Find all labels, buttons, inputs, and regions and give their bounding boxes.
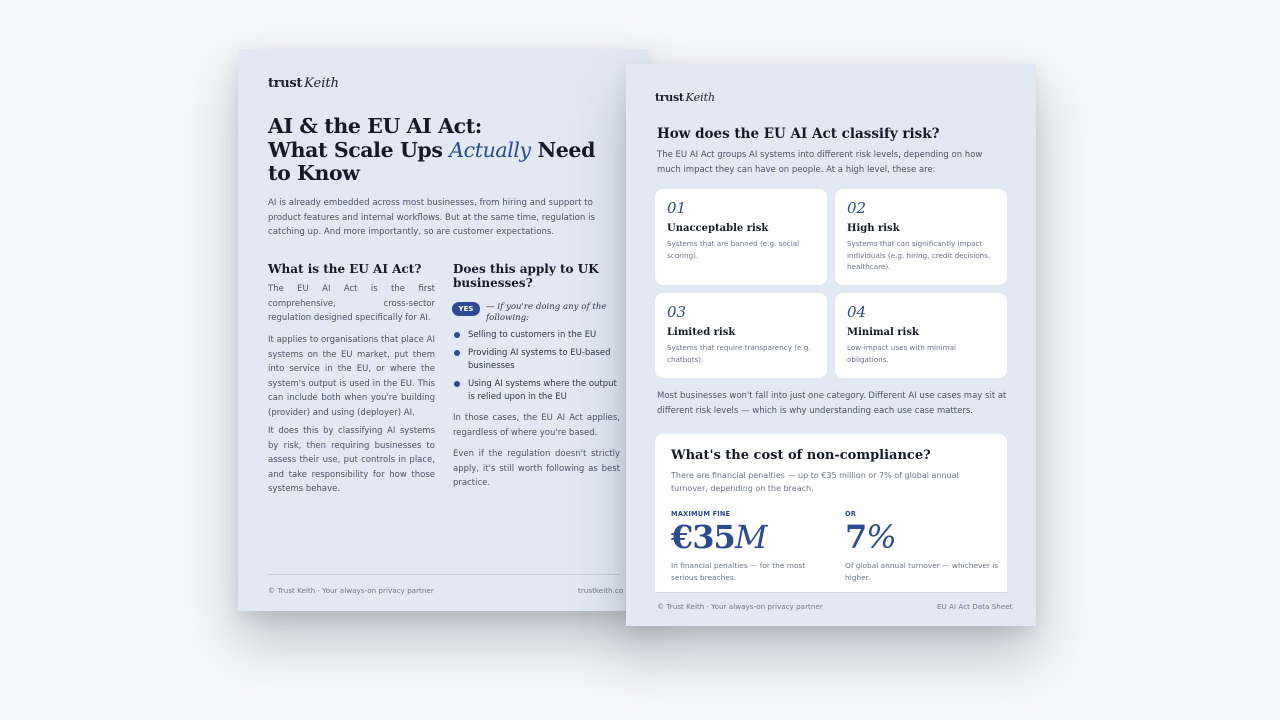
- trust-keith-logo: trust Keith: [268, 76, 339, 91]
- card-title: Unacceptable risk: [667, 223, 769, 234]
- list-item: Selling to customers in the EU: [454, 329, 624, 343]
- footer-doc-title: EU AI Act Data Sheet: [937, 602, 1013, 611]
- risk-intro: The EU AI Act groups AI systems into different risk levels, depending on how much impact they can have on people. At a high level, these are:: [657, 150, 983, 175]
- card-title: Minimal risk: [847, 327, 919, 338]
- bullet-icon: [454, 381, 460, 387]
- risk-heading: How does the EU AI Act classify risk?: [657, 126, 940, 142]
- card-number: 03: [667, 303, 687, 321]
- footer-divider: [268, 574, 620, 575]
- applies-heading: Does this apply to UK businesses?: [453, 262, 599, 290]
- cost-heading: What's the cost of non-compliance?: [671, 448, 931, 463]
- what-is-paragraph-2: It applies to organisations that place AI systems on the EU market, put them into service in the EU, or where the system's output is used in the EU. This can include both when you're building (provider) and using (deployer) AI.: [268, 335, 435, 418]
- list-item: Providing AI systems to EU-based businesses: [454, 347, 624, 374]
- datasheet-page-2: [626, 64, 1036, 626]
- bullet-icon: [454, 332, 460, 338]
- card-title: High risk: [847, 223, 900, 234]
- risk-card-high: [835, 189, 1007, 285]
- stat-turnover: [845, 510, 1005, 583]
- stat-label: OR: [845, 510, 857, 518]
- bullet-icon: [454, 350, 460, 356]
- stat-value: €35M: [671, 518, 767, 556]
- what-is-paragraph-1: The EU AI Act is the first comprehensive, cross-sector regulation designed specifically for AI.: [268, 284, 435, 323]
- card-description: Systems that are banned (e.g. social scoring).: [667, 239, 800, 260]
- risk-card-unacceptable: [655, 189, 827, 285]
- card-number: 04: [847, 303, 867, 321]
- panel-cutoff: [655, 592, 1007, 600]
- risk-summary: Most businesses won't fall into just one category. Different AI use cases may sit at different risk levels — which is why understanding each use case matters.: [657, 391, 1007, 416]
- stat-maximum-fine: [671, 510, 831, 583]
- card-number: 02: [847, 199, 867, 217]
- yes-badge: YES: [452, 302, 480, 316]
- stat-description: Of global annual turnover — whichever is higher.: [845, 561, 999, 582]
- trust-keith-logo: trust Keith: [655, 91, 716, 104]
- applies-paragraph-2: Even if the regulation doesn't strictly apply, it's still worth following as best practice.: [453, 449, 620, 488]
- card-title: Limited risk: [667, 327, 736, 338]
- list-item: Using AI systems where the output is relied upon in the EU: [454, 378, 624, 405]
- card-description: Systems that can significantly impact individuals (e.g. hiring, credit decisions, healthcare).: [847, 239, 991, 271]
- stat-label: MAXIMUM FINE: [671, 510, 731, 518]
- applies-paragraph-1: In those cases, the EU AI Act applies, regardless of where you're based.: [453, 413, 620, 438]
- intro-paragraph: AI is already embedded across most businesses, from hiring and support to product features and internal workflows. But at the same time, regulation is catching up. And more importantly, so are customer expectations.: [268, 198, 595, 237]
- stat-value: 7%: [845, 518, 896, 556]
- stat-description: In financial penalties — for the most serious breaches.: [671, 561, 806, 582]
- card-description: Systems that require transparency (e.g. chatbots).: [667, 343, 811, 364]
- title-accent: Actually: [449, 137, 531, 162]
- page-title: AI & the EU AI Act: What Scale Ups Actually Need to Know: [268, 114, 595, 185]
- risk-card-limited: [655, 293, 827, 378]
- cost-description: There are financial penalties — up to €35 million or 7% of global annual turnover, depending on the breach.: [671, 471, 959, 493]
- yes-callout: YES — if you're doing any of the following:: [452, 302, 622, 324]
- non-compliance-panel: [655, 434, 1007, 600]
- footer-url: trustkeith.co: [578, 586, 624, 595]
- card-number: 01: [667, 199, 687, 217]
- card-description: Low-impact uses with minimal obligations.: [847, 343, 957, 364]
- what-is-heading: What is the EU AI Act?: [268, 262, 422, 276]
- applies-bullet-list: [454, 329, 624, 409]
- what-is-paragraph-3: It does this by classifying AI systems by risk, then requiring businesses to assess their use, put controls in place, and take responsibility for how those systems behave.: [268, 426, 435, 494]
- risk-card-minimal: [835, 293, 1007, 378]
- footer-text: © Trust Keith · Your always-on privacy partner: [657, 602, 823, 611]
- footer-text: © Trust Keith · Your always-on privacy partner: [268, 586, 434, 595]
- datasheet-page-1: [238, 49, 648, 611]
